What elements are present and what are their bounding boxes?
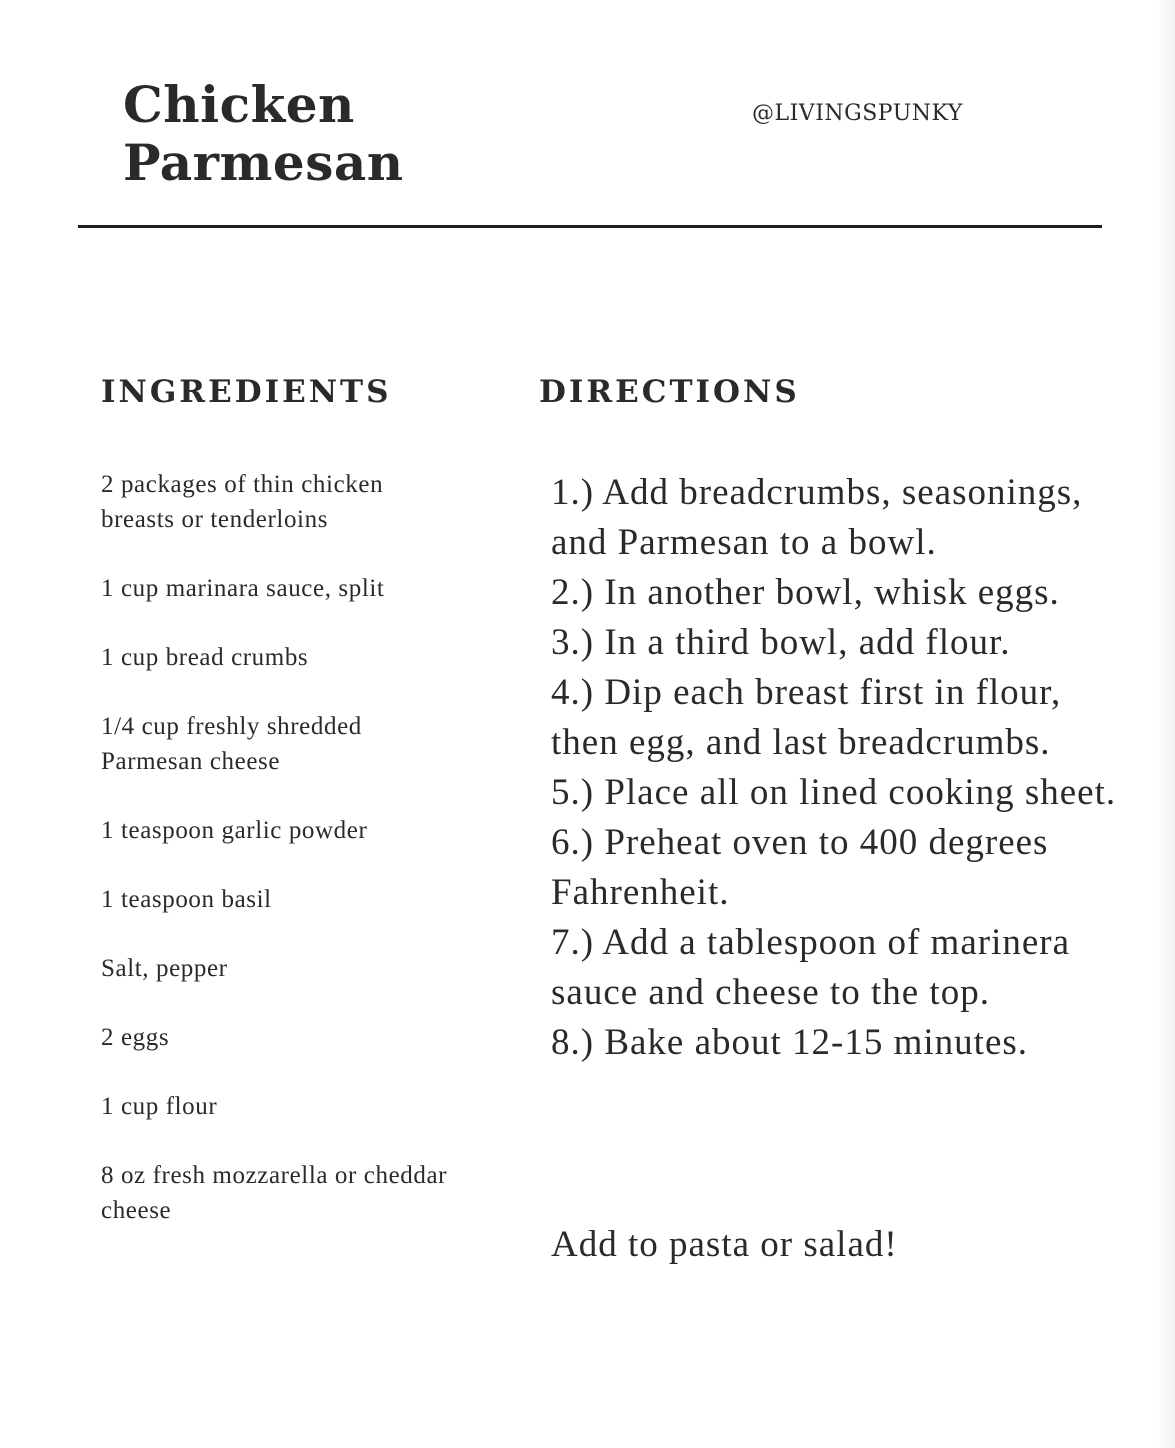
recipe-title-line-1: Chicken <box>123 75 355 134</box>
direction-step: 5.) Place all on lined cooking sheet. <box>551 772 1117 813</box>
ingredients-heading: INGREDIENTS <box>101 374 392 410</box>
direction-step: 4.) Dip each breast first in flour, then egg, and last breadcrumbs. <box>551 672 1062 763</box>
ingredient-item: 1/4 cup freshly shredded Parmesan cheese <box>101 713 362 775</box>
ingredient-item: 1 cup marinara sauce, split <box>101 575 385 602</box>
ingredient-item: 1 teaspoon basil <box>101 886 272 913</box>
direction-step: 8.) Bake about 12-15 minutes. <box>551 1022 1029 1063</box>
ingredient-item: 1 teaspoon garlic powder <box>101 817 368 844</box>
recipe-title-line-2: Parmesan <box>123 133 404 192</box>
direction-step: 6.) Preheat oven to 400 degrees Fahrenheit. <box>551 822 1049 913</box>
serving-suggestion: Add to pasta or salad! <box>551 1224 898 1265</box>
ingredient-item: 1 cup flour <box>101 1093 218 1120</box>
ingredients-list <box>101 467 461 1262</box>
ingredient-item: 8 oz fresh mozzarella or cheddar cheese <box>101 1162 448 1224</box>
page-edge-shadow <box>1157 0 1175 1448</box>
ingredient-item: 1 cup bread crumbs <box>101 644 309 671</box>
direction-step: 1.) Add breadcrumbs, seasonings, and Parmesan to a bowl. <box>551 472 1083 563</box>
header-divider <box>78 225 1102 228</box>
directions-list <box>551 468 1131 1068</box>
direction-step: 7.) Add a tablespoon of marinera sauce and cheese to the top. <box>551 922 1071 1013</box>
directions-heading: DIRECTIONS <box>539 374 800 410</box>
ingredient-item: 2 packages of thin chicken breasts or tenderloins <box>101 471 384 533</box>
direction-step: 2.) In another bowl, whisk eggs. <box>551 572 1060 613</box>
ingredient-item: Salt, pepper <box>101 955 228 982</box>
recipe-title <box>123 76 404 192</box>
ingredient-item: 2 eggs <box>101 1024 170 1051</box>
direction-step: 3.) In a third bowl, add flour. <box>551 622 1011 663</box>
author-handle: @LIVINGSPUNKY <box>752 101 963 126</box>
